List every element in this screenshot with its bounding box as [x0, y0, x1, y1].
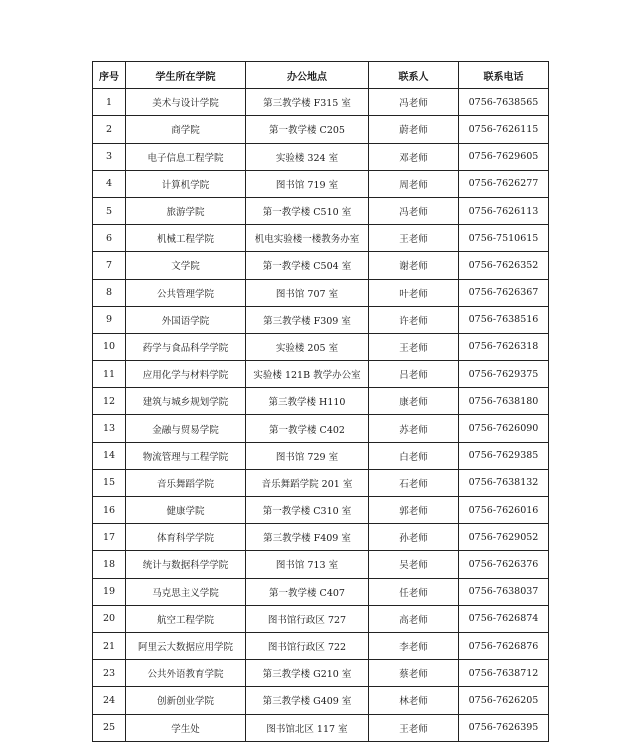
cell-contact: 许老师	[369, 306, 459, 333]
cell-phone: 0756-7629385	[459, 442, 549, 469]
cell-phone: 0756-7510615	[459, 225, 549, 252]
table-row	[93, 361, 549, 388]
table-row	[93, 388, 549, 415]
table-row	[93, 225, 549, 252]
cell-office: 图书馆 707 室	[246, 279, 369, 306]
table-row	[93, 442, 549, 469]
table-row	[93, 687, 549, 714]
cell-phone: 0756-7626115	[459, 116, 549, 143]
cell-office: 图书馆 729 室	[246, 442, 369, 469]
cell-college: 应用化学与材料学院	[126, 361, 246, 388]
cell-contact: 王老师	[369, 225, 459, 252]
cell-contact: 康老师	[369, 388, 459, 415]
header-index: 序号	[93, 62, 126, 89]
table-row	[93, 469, 549, 496]
table-row	[93, 605, 549, 632]
table-row	[93, 551, 549, 578]
cell-contact: 谢老师	[369, 252, 459, 279]
cell-contact: 白老师	[369, 442, 459, 469]
table-row	[93, 279, 549, 306]
cell-college: 外国语学院	[126, 306, 246, 333]
cell-contact: 蔚老师	[369, 116, 459, 143]
cell-office: 实验楼 205 室	[246, 333, 369, 360]
cell-contact: 冯老师	[369, 89, 459, 116]
cell-office: 第一教学楼 C504 室	[246, 252, 369, 279]
cell-phone: 0756-7626205	[459, 687, 549, 714]
cell-phone: 0756-7626367	[459, 279, 549, 306]
cell-contact: 高老师	[369, 605, 459, 632]
cell-contact: 周老师	[369, 170, 459, 197]
cell-college: 创新创业学院	[126, 687, 246, 714]
cell-college: 文学院	[126, 252, 246, 279]
table-row	[93, 497, 549, 524]
cell-phone: 0756-7626090	[459, 415, 549, 442]
cell-contact: 王老师	[369, 333, 459, 360]
cell-index: 7	[93, 252, 126, 279]
cell-office: 第一教学楼 C205	[246, 116, 369, 143]
cell-college: 统计与数据科学学院	[126, 551, 246, 578]
cell-office: 第一教学楼 C407	[246, 578, 369, 605]
cell-college: 金融与贸易学院	[126, 415, 246, 442]
cell-office: 实验楼 324 室	[246, 143, 369, 170]
cell-college: 健康学院	[126, 497, 246, 524]
cell-phone: 0756-7626874	[459, 605, 549, 632]
cell-index: 17	[93, 524, 126, 551]
cell-index: 15	[93, 469, 126, 496]
cell-office: 音乐舞蹈学院 201 室	[246, 469, 369, 496]
cell-college: 航空工程学院	[126, 605, 246, 632]
cell-college: 体育科学学院	[126, 524, 246, 551]
cell-office: 图书馆行政区 722	[246, 632, 369, 659]
cell-office: 第三教学楼 G409 室	[246, 687, 369, 714]
cell-contact: 郭老师	[369, 497, 459, 524]
table-row	[93, 306, 549, 333]
cell-office: 第一教学楼 C510 室	[246, 197, 369, 224]
table-row	[93, 714, 549, 741]
cell-college: 机械工程学院	[126, 225, 246, 252]
cell-index: 4	[93, 170, 126, 197]
cell-contact: 李老师	[369, 632, 459, 659]
cell-office: 第三教学楼 H110	[246, 388, 369, 415]
cell-contact: 邓老师	[369, 143, 459, 170]
header-college: 学生所在学院	[126, 62, 246, 89]
cell-phone: 0756-7638565	[459, 89, 549, 116]
cell-college: 计算机学院	[126, 170, 246, 197]
header-office: 办公地点	[246, 62, 369, 89]
cell-contact: 孙老师	[369, 524, 459, 551]
table-row	[93, 524, 549, 551]
cell-office: 图书馆行政区 727	[246, 605, 369, 632]
table-row	[93, 89, 549, 116]
table-header	[93, 62, 549, 89]
cell-index: 18	[93, 551, 126, 578]
cell-college: 药学与食品科学学院	[126, 333, 246, 360]
cell-college: 马克思主义学院	[126, 578, 246, 605]
cell-index: 8	[93, 279, 126, 306]
cell-office: 第三教学楼 G210 室	[246, 660, 369, 687]
cell-index: 9	[93, 306, 126, 333]
cell-index: 11	[93, 361, 126, 388]
cell-phone: 0756-7626395	[459, 714, 549, 741]
cell-index: 20	[93, 605, 126, 632]
cell-contact: 吕老师	[369, 361, 459, 388]
table-row	[93, 415, 549, 442]
cell-office: 第三教学楼 F409 室	[246, 524, 369, 551]
cell-phone: 0756-7638180	[459, 388, 549, 415]
cell-index: 3	[93, 143, 126, 170]
cell-phone: 0756-7626318	[459, 333, 549, 360]
cell-index: 10	[93, 333, 126, 360]
cell-phone: 0756-7638132	[459, 469, 549, 496]
cell-college: 建筑与城乡规划学院	[126, 388, 246, 415]
cell-office: 第三教学楼 F309 室	[246, 306, 369, 333]
cell-contact: 林老师	[369, 687, 459, 714]
cell-phone: 0756-7626876	[459, 632, 549, 659]
table-row	[93, 632, 549, 659]
cell-phone: 0756-7626113	[459, 197, 549, 224]
header-phone: 联系电话	[459, 62, 549, 89]
cell-office: 图书馆 719 室	[246, 170, 369, 197]
table-row	[93, 116, 549, 143]
cell-college: 音乐舞蹈学院	[126, 469, 246, 496]
cell-office: 图书馆北区 117 室	[246, 714, 369, 741]
table-row	[93, 252, 549, 279]
cell-college: 旅游学院	[126, 197, 246, 224]
table-row	[93, 197, 549, 224]
table-row	[93, 333, 549, 360]
cell-index: 14	[93, 442, 126, 469]
table-row	[93, 143, 549, 170]
cell-phone: 0756-7638516	[459, 306, 549, 333]
cell-index: 5	[93, 197, 126, 224]
cell-office: 实验楼 121B 教学办公室	[246, 361, 369, 388]
header-row	[93, 62, 549, 89]
cell-phone: 0756-7626016	[459, 497, 549, 524]
cell-index: 23	[93, 660, 126, 687]
cell-contact: 叶老师	[369, 279, 459, 306]
cell-office: 图书馆 713 室	[246, 551, 369, 578]
cell-index: 16	[93, 497, 126, 524]
cell-index: 13	[93, 415, 126, 442]
cell-contact: 王老师	[369, 714, 459, 741]
cell-index: 1	[93, 89, 126, 116]
cell-contact: 任老师	[369, 578, 459, 605]
cell-phone: 0756-7629605	[459, 143, 549, 170]
header-contact: 联系人	[369, 62, 459, 89]
cell-office: 第一教学楼 C402	[246, 415, 369, 442]
cell-phone: 0756-7626277	[459, 170, 549, 197]
cell-college: 阿里云大数据应用学院	[126, 632, 246, 659]
cell-phone: 0756-7629052	[459, 524, 549, 551]
table-body	[93, 89, 549, 742]
cell-index: 2	[93, 116, 126, 143]
table-row	[93, 660, 549, 687]
cell-index: 21	[93, 632, 126, 659]
cell-contact: 冯老师	[369, 197, 459, 224]
cell-contact: 吴老师	[369, 551, 459, 578]
cell-index: 19	[93, 578, 126, 605]
table-row	[93, 578, 549, 605]
cell-index: 12	[93, 388, 126, 415]
cell-college: 物流管理与工程学院	[126, 442, 246, 469]
cell-college: 公共外语教育学院	[126, 660, 246, 687]
cell-phone: 0756-7638037	[459, 578, 549, 605]
cell-college: 公共管理学院	[126, 279, 246, 306]
cell-college: 商学院	[126, 116, 246, 143]
cell-phone: 0756-7626376	[459, 551, 549, 578]
cell-contact: 蔡老师	[369, 660, 459, 687]
cell-contact: 苏老师	[369, 415, 459, 442]
cell-phone: 0756-7638712	[459, 660, 549, 687]
cell-office: 第三教学楼 F315 室	[246, 89, 369, 116]
cell-college: 美术与设计学院	[126, 89, 246, 116]
cell-college: 学生处	[126, 714, 246, 741]
cell-phone: 0756-7629375	[459, 361, 549, 388]
cell-contact: 石老师	[369, 469, 459, 496]
cell-college: 电子信息工程学院	[126, 143, 246, 170]
table-row	[93, 170, 549, 197]
cell-index: 6	[93, 225, 126, 252]
cell-index: 25	[93, 714, 126, 741]
contacts-table	[92, 61, 549, 742]
cell-index: 24	[93, 687, 126, 714]
cell-office: 第一教学楼 C310 室	[246, 497, 369, 524]
cell-office: 机电实验楼一楼教务办室	[246, 225, 369, 252]
cell-phone: 0756-7626352	[459, 252, 549, 279]
